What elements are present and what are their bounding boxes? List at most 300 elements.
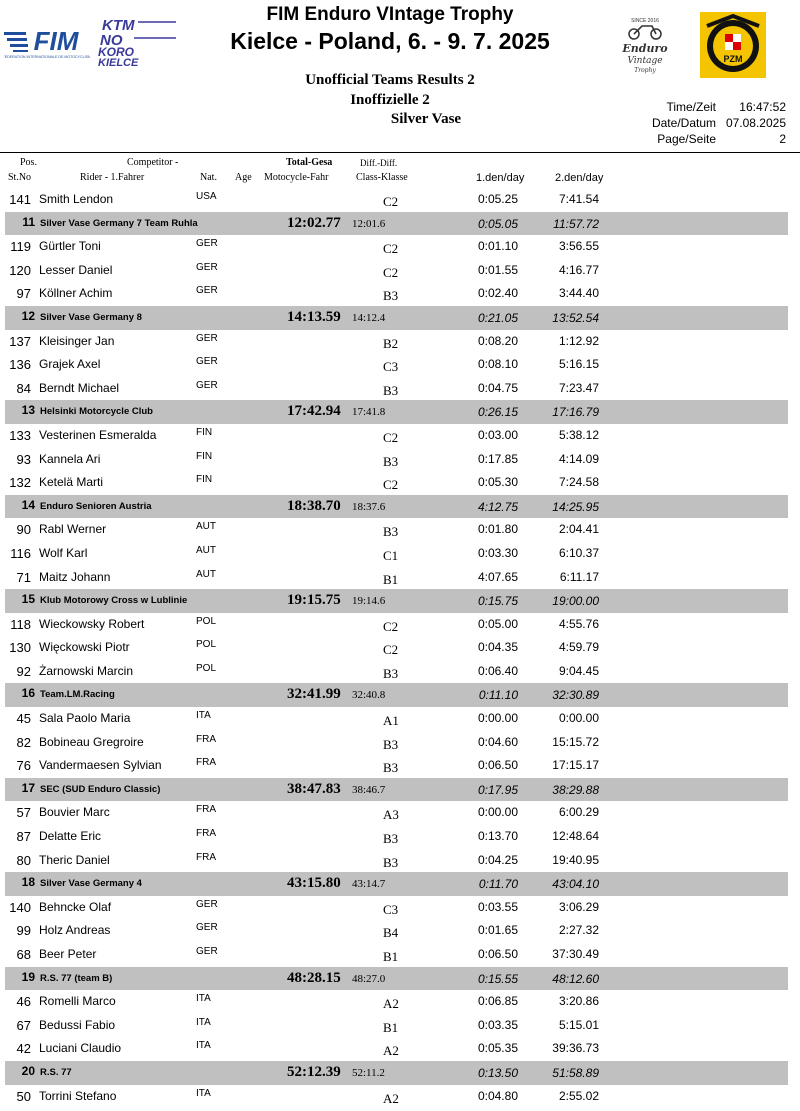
rider-class: C2 [383,618,399,634]
rider-start-number: 45 [16,711,31,727]
rider-day1-time: 0:00.00 [477,805,518,820]
rider-class: B4 [383,925,399,941]
event-title: FIM Enduro VIntage Trophy [266,4,514,25]
rider-row [0,424,800,448]
rider-row [0,259,800,283]
rider-row [0,377,800,401]
rider-row [0,707,800,731]
rider-name: Smith Lendon [39,192,114,206]
rider-nationality: GER [196,238,218,250]
rider-day2-time: 4:14.09 [558,451,599,466]
team-name: Silver Vase Germany 4 [40,878,142,890]
svg-text:Trophy: Trophy [634,67,656,74]
rider-row [0,990,800,1014]
category-title: Silver Vase [390,111,462,127]
rider-nationality: USA [196,191,217,202]
rider-class: A2 [383,1043,399,1059]
rider-day1-time: 4:07.65 [477,569,518,584]
rider-nationality: POL [196,662,217,674]
team-day2-time: 14:25.95 [552,499,599,514]
team-day2-time: 38:29.88 [552,782,599,797]
rider-nationality: GER [196,946,218,957]
team-total-time: 14:13.59 [287,308,341,325]
rider-day2-time: 4:16.77 [558,262,599,277]
rider-row [0,1037,800,1061]
rider-name: Kleisinger Jan [39,333,115,348]
team-total-time: 48:28.15 [287,969,341,986]
team-row [5,589,788,613]
col-total: Total-Gesa [286,157,333,168]
rider-start-number: 99 [16,923,31,939]
rider-day1-time: 0:05.25 [477,192,518,206]
team-total-time: 38:47.83 [287,780,341,797]
rider-class: C2 [383,477,399,493]
rider-nationality: FRA [196,757,216,769]
rider-start-number: 132 [9,475,31,491]
rider-nationality: FRA [196,733,216,745]
rider-class: A2 [383,1090,399,1106]
rider-row [0,731,800,755]
rider-nationality: FIN [196,474,213,486]
rider-name: Beer Peter [39,947,97,961]
team-row [5,872,788,896]
rider-nationality: FRA [196,804,216,816]
rider-day1-time: 0:04.25 [477,852,518,867]
rider-start-number: 87 [16,829,31,845]
rider-start-number: 133 [9,427,31,443]
rider-name: Bouvier Marc [39,805,110,820]
date-label: Date/Datum [651,116,716,130]
rider-class: A2 [383,996,399,1012]
rider-row [0,801,800,825]
team-name: R.S. 77 (team B) [40,972,113,984]
rider-day2-time: 4:55.76 [558,616,599,631]
rider-row [0,943,800,967]
rider-name: Gürtler Toni [39,239,101,254]
rider-name: Berndt Michael [39,380,120,395]
team-name: Helsinki Motorcycle Club [40,406,153,418]
rider-row [0,825,800,849]
rider-class: C2 [383,194,399,209]
rider-name: Behncke Olaf [39,899,112,914]
rider-class: B3 [383,524,399,540]
rider-nationality: ITA [196,1087,211,1099]
rider-name: Żarnowski Marcin [39,663,134,678]
team-diff: 32:40.8 [352,689,386,702]
team-row [5,967,788,991]
svg-text:NO: NO [100,32,123,49]
page-value: 2 [779,132,786,146]
rider-day2-time: 12:48.64 [552,829,599,844]
rider-row [0,660,800,684]
team-diff: 17:41.8 [352,406,386,419]
team-diff: 38:46.7 [352,783,386,796]
team-row [5,306,788,330]
rider-day1-time: 0:06.50 [477,758,518,773]
rider-name: Sala Paolo Maria [39,711,131,726]
col-age: Age [235,172,252,183]
rider-name: Ketelä Marti [39,475,104,490]
team-total-time: 19:15.75 [287,592,341,609]
rider-class: B1 [383,571,399,587]
rider-day1-time: 0:03.35 [477,1017,518,1032]
rider-name: Vesterinen Esmeralda [39,427,157,442]
rider-day2-time: 37:30.49 [552,947,599,961]
rider-nationality: GER [196,261,218,273]
team-position: 20 [21,1063,35,1078]
rider-day1-time: 0:04.35 [477,640,518,655]
team-day1-time: 0:11.70 [478,877,518,892]
team-position: 11 [22,214,35,229]
rider-row [0,188,800,212]
rider-nationality: GER [196,898,218,910]
rider-name: Grajek Axel [39,357,101,372]
team-day1-time: 0:15.55 [477,971,518,986]
svg-text:KIELCE: KIELCE [98,57,139,66]
rider-class: C3 [383,359,399,375]
rider-day2-time: 9:04.45 [558,663,599,678]
rider-nationality: ITA [196,993,211,1005]
team-total-time: 12:02.77 [287,214,341,231]
col-diff: Diff.-Diff. [360,158,398,168]
rider-class: C2 [383,642,399,658]
rider-name: Więckowski Piotr [39,640,130,655]
rider-name: Bobineau Gregroire [39,734,144,749]
rider-row [0,282,800,306]
team-diff: 12:01.6 [352,217,386,230]
rider-name: Köllner Achim [39,286,113,301]
rider-nationality: ITA [196,1016,211,1028]
rider-start-number: 71 [16,569,31,585]
rider-day1-time: 0:01.10 [477,239,518,254]
team-name: Silver Vase Germany 8 [40,311,142,323]
rider-day2-time: 3:56.55 [558,239,599,254]
rider-start-number: 82 [16,734,31,750]
col-competitor: Competitor - [127,157,179,168]
svg-text:FIM: FIM [33,26,79,56]
rider-nationality: AUT [196,544,216,556]
rider-nationality: GER [196,922,218,934]
rider-day2-time: 0:00.00 [558,711,599,726]
rider-name: Lesser Daniel [39,262,113,277]
rider-nationality: FRA [196,851,216,863]
rider-day2-time: 17:15.17 [552,758,599,773]
rider-start-number: 118 [10,616,31,632]
rider-row [0,448,800,472]
team-name: Enduro Senioren Austria [40,500,152,512]
rider-nationality: ITA [196,710,211,722]
rider-day1-time: 0:06.50 [477,947,518,961]
rider-class: C2 [383,429,399,445]
team-day2-time: 19:00.00 [552,594,599,609]
rider-name: Maitz Johann [39,569,111,584]
rider-name: Wieckowsky Robert [39,616,145,631]
rider-row [0,613,800,637]
rider-nationality: AUT [196,568,216,580]
team-diff: 14:12.4 [352,311,386,324]
rider-day2-time: 5:15.01 [558,1017,599,1032]
rider-day2-time: 2:04.41 [558,522,599,537]
team-name: Klub Motorowy Cross w Lublinie [40,595,188,607]
rider-day2-time: 6:11.17 [559,569,599,584]
rider-day2-time: 3:20.86 [558,994,599,1009]
rider-day2-time: 7:24.58 [558,475,599,490]
team-total-time: 32:41.99 [287,686,341,703]
team-diff: 43:14.7 [352,878,386,891]
rider-start-number: 46 [16,994,31,1010]
rider-row [0,518,800,542]
rider-nationality: GER [196,379,218,391]
team-day2-time: 48:12.60 [552,971,599,986]
team-day1-time: 0:11.10 [478,688,518,703]
rider-day2-time: 2:27.32 [558,923,599,938]
rider-start-number: 116 [10,545,31,561]
svg-text:KTM: KTM [102,17,135,34]
rider-start-number: 140 [9,899,31,915]
rider-start-number: 68 [16,947,31,962]
svg-text:KORO: KORO [98,45,134,59]
rider-day1-time: 0:17.85 [477,451,518,466]
team-position: 19 [21,969,35,984]
rider-row [0,636,800,660]
team-diff: 48:27.0 [352,972,386,985]
svg-text:SINCE 2016: SINCE 2016 [631,18,659,24]
rider-day1-time: 0:02.40 [477,286,518,301]
rider-name: Holz Andreas [39,923,111,938]
rider-day1-time: 0:00.00 [477,711,518,726]
rider-row [0,849,800,873]
rider-name: Luciani Claudio [39,1041,122,1056]
col-stno: St.No [8,172,32,183]
rider-start-number: 93 [16,451,31,467]
rider-nationality: POL [196,639,217,651]
rider-start-number: 120 [9,262,31,278]
rider-class: B3 [383,736,399,752]
rider-day1-time: 0:04.75 [477,380,518,395]
team-total-time: 17:42.94 [287,403,341,420]
rider-class: B1 [383,949,399,964]
team-day1-time: 4:12.75 [477,499,518,514]
time-value: 16:47:52 [739,100,786,114]
rider-class: A1 [383,713,399,729]
rider-nationality: POL [196,615,217,627]
team-total-time: 18:38.70 [287,497,341,514]
col-motocycle: Motocycle-Fahr [264,172,329,183]
rider-day2-time: 3:06.29 [558,899,599,914]
svg-text:Vintage: Vintage [627,56,663,66]
rider-name: Vandermaesen Sylvian [39,758,162,773]
time-label: Time/Zeit [666,100,716,114]
rider-nationality: GER [196,356,218,368]
col-pos: Pos. [20,157,37,168]
rider-nationality: FIN [196,426,213,438]
svg-text:Enduro: Enduro [622,42,668,55]
rider-start-number: 50 [16,1088,31,1104]
rider-day1-time: 0:08.20 [477,333,518,348]
rider-row [0,471,800,495]
rider-class: B1 [383,1019,399,1035]
team-position: 14 [21,497,35,512]
col-day2: 2.den/day [555,172,604,184]
rider-day1-time: 0:06.85 [477,994,518,1009]
rider-name: Theric Daniel [39,852,110,867]
rider-day1-time: 0:05.35 [477,1041,518,1056]
team-day1-time: 0:05.05 [477,216,518,231]
team-day1-time: 0:17.95 [477,782,518,797]
rider-day2-time: 6:10.37 [558,545,599,560]
rider-day2-time: 15:15.72 [552,734,599,749]
rider-day1-time: 0:03.55 [477,899,518,914]
rider-class: C1 [383,547,399,563]
rider-name: Torrini Stefano [39,1088,117,1103]
rider-day1-time: 0:04.60 [477,734,518,749]
rider-day2-time: 6:00.29 [558,805,599,820]
col-day1: 1.den/day [476,172,525,184]
team-total-time: 52:12.39 [287,1063,341,1080]
rider-row [0,542,800,566]
rider-row [0,919,800,943]
col-rider: Rider - 1.Fahrer [80,172,145,183]
team-row [5,1061,788,1085]
rider-nationality: AUT [196,521,216,533]
rider-class: C2 [383,264,399,280]
rider-day1-time: 0:04.80 [477,1088,518,1103]
team-day1-time: 0:21.05 [477,310,518,325]
rider-nationality: GER [196,285,218,297]
rider-start-number: 137 [9,333,31,349]
rider-day1-time: 0:13.70 [477,829,518,844]
rider-class: B2 [383,335,399,351]
rider-day2-time: 19:40.95 [552,852,599,867]
team-name: Silver Vase Germany 7 Team Ruhla [40,217,198,229]
team-day1-time: 0:13.50 [477,1065,518,1080]
rider-row [0,330,800,354]
rider-name: Rabl Werner [39,522,107,537]
rider-nationality: FRA [196,828,216,840]
team-diff: 52:11.2 [352,1066,385,1079]
rider-row [0,566,800,590]
rider-start-number: 119 [10,239,31,255]
team-position: 16 [21,686,35,701]
rider-class: B3 [383,382,399,398]
rider-day1-time: 0:01.80 [477,522,518,537]
rider-day2-time: 39:36.73 [552,1041,599,1056]
rider-day1-time: 0:06.40 [477,663,518,678]
rider-name: Delatte Eric [39,829,102,844]
svg-text:PZM: PZM [723,54,743,64]
rider-start-number: 92 [16,663,31,679]
rider-row [0,754,800,778]
rider-name: Wolf Karl [39,545,88,560]
team-total-time: 43:15.80 [287,875,341,892]
rider-class: B3 [383,288,399,304]
rider-day1-time: 0:05.00 [477,616,518,631]
rider-day2-time: 5:38.12 [558,427,599,442]
results-title: Unofficial Teams Results 2 [305,72,475,88]
team-day2-time: 17:16.79 [552,405,599,420]
team-position: 18 [21,875,35,890]
date-value: 07.08.2025 [725,116,786,130]
rider-day2-time: 7:23.47 [558,380,599,395]
column-header [0,152,800,190]
team-name: R.S. 77 [40,1066,72,1078]
rider-nationality: FIN [196,450,213,462]
rider-day2-time: 2:55.02 [558,1088,599,1103]
rider-class: C2 [383,241,399,257]
team-row [5,212,788,236]
svg-text:FEDERATION INTERNATIONALE DE M: FEDERATION INTERNATIONALE DE MOTOCYCLISME [4,55,90,59]
team-day1-time: 0:26.15 [477,405,518,420]
rider-start-number: 136 [9,357,31,373]
team-row [5,400,788,424]
rider-day2-time: 4:59.79 [558,640,599,655]
team-day2-time: 51:58.89 [552,1065,599,1080]
results-title-de: Inoffizielle 2 [350,92,430,108]
team-position: 15 [21,592,35,607]
rider-day2-time: 3:44.40 [558,286,599,301]
rider-day1-time: 0:03.00 [477,427,518,442]
results-table [0,188,800,1108]
team-row [5,778,788,802]
page-label: Page/Seite [657,132,716,146]
rider-start-number: 90 [16,522,31,538]
rider-class: C3 [383,901,399,917]
rider-class: B3 [383,760,399,776]
team-day2-time: 32:30.89 [552,688,599,703]
team-day2-time: 43:04.10 [552,877,599,892]
rider-class: B3 [383,665,399,681]
rider-name: Kannela Ari [39,451,101,466]
team-diff: 18:37.6 [352,500,386,513]
rider-day1-time: 0:05.30 [477,475,518,490]
rider-start-number: 84 [16,380,31,396]
rider-start-number: 141 [9,192,31,207]
rider-day1-time: 0:01.65 [477,923,518,938]
team-day2-time: 13:52.54 [552,310,599,325]
team-position: 12 [21,308,35,323]
rider-start-number: 57 [16,805,31,821]
team-name: SEC (SUD Enduro Classic) [40,783,161,795]
rider-start-number: 76 [16,758,31,774]
rider-start-number: 80 [16,852,31,868]
rider-start-number: 130 [9,640,31,656]
rider-class: B3 [383,854,399,870]
rider-day1-time: 0:08.10 [477,357,518,372]
rider-name: Romelli Marco [39,994,116,1009]
team-diff: 19:14.6 [352,595,386,608]
rider-class: B3 [383,453,399,469]
team-position: 17 [21,780,35,795]
rider-day2-time: 5:16.15 [558,357,599,372]
rider-nationality: ITA [196,1040,211,1052]
rider-start-number: 67 [16,1017,31,1033]
rider-day1-time: 0:03.30 [477,545,518,560]
rider-nationality: GER [196,332,218,344]
rider-start-number: 42 [16,1041,31,1057]
col-class: Class-Klasse [356,172,408,183]
rider-row [0,235,800,259]
rider-row [0,1085,800,1109]
team-name: Team.LM.Racing [40,689,115,701]
rider-day2-time: 1:12.92 [558,333,599,348]
rider-day2-time: 7:41.54 [558,192,599,206]
rider-class: A3 [383,807,399,823]
team-day2-time: 11:57.72 [553,216,599,231]
rider-row [0,353,800,377]
rider-day1-time: 0:01.55 [477,262,518,277]
rider-class: B3 [383,831,399,847]
team-day1-time: 0:15.75 [477,594,518,609]
